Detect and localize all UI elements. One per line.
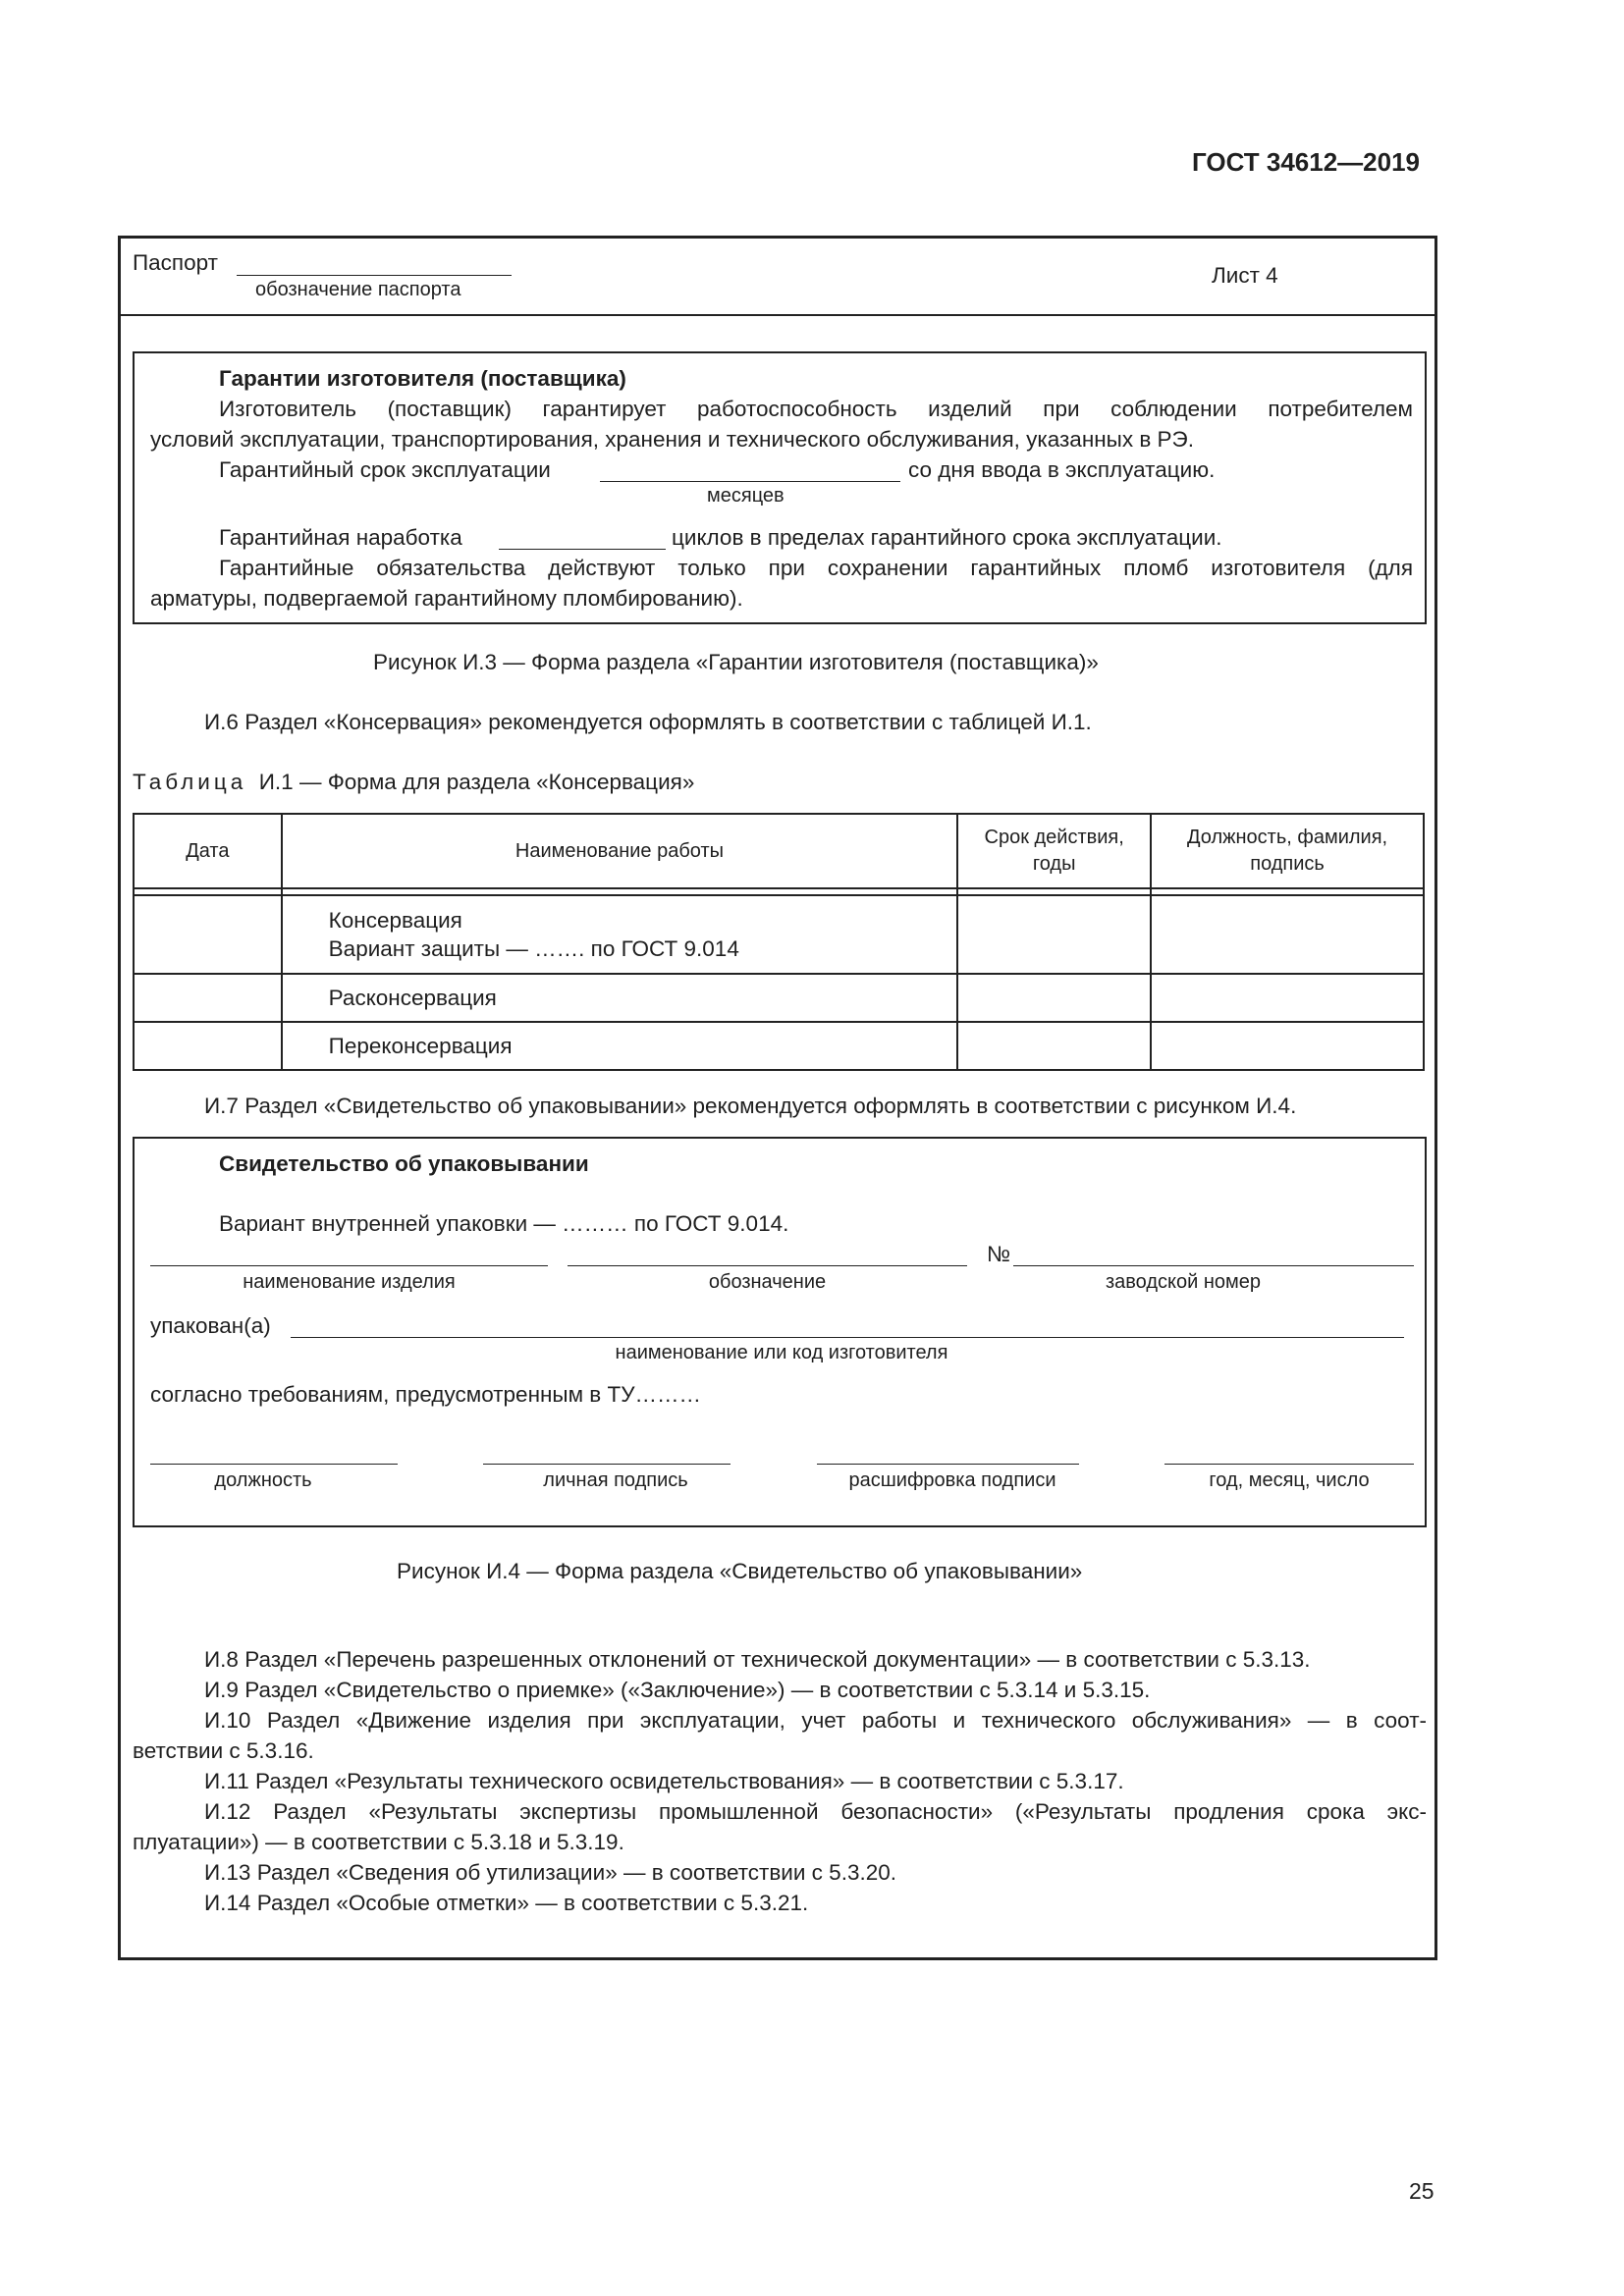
position-blank — [150, 1464, 398, 1465]
signature-cell — [1151, 1022, 1424, 1070]
validity-header-text: Срок действия, годы — [984, 827, 1124, 875]
passport-label: Паспорт — [133, 250, 218, 275]
section-i13: И.13 Раздел «Сведения об утилизации» — в соответствии с 5.3.20. — [204, 1860, 896, 1885]
table-row — [134, 895, 1424, 974]
warranty-paragraph-3-line-1: Гарантийные обязательства действуют только при сохранении гарантийных пломб изготовителя (для — [219, 556, 1413, 580]
date-cell — [134, 895, 282, 974]
column-header-date: Дата — [134, 814, 282, 888]
table-caption-text: И.1 — Форма для раздела «Консервация» — [258, 770, 695, 794]
table-row — [134, 974, 1424, 1022]
item-name-caption: наименование изделия — [243, 1271, 456, 1293]
signature-cell — [1151, 895, 1424, 974]
section-i11: И.11 Раздел «Результаты технического освидетельствования» — в соответствии с 5.3.17. — [204, 1769, 1124, 1793]
warranty-runtime-label: Гарантийная наработка — [219, 525, 462, 550]
signature-decryption-blank — [817, 1464, 1079, 1465]
section-i12-line-2: плуатации») — в соответствии с 5.3.18 и 5.3.19. — [133, 1830, 624, 1854]
work-cell: Расконсервация — [282, 974, 958, 1022]
warranty-term-label: Гарантийный срок эксплуатации — [219, 457, 551, 482]
manufacturer-caption: наименование или код изготовителя — [615, 1342, 948, 1363]
sheet-number: Лист 4 — [1212, 263, 1278, 288]
warranty-paragraph-1-line-2: условий эксплуатации, транспортирования, хранения и технического обслуживания, указанных в РЭ. — [150, 427, 1194, 452]
preservation-table — [133, 813, 1425, 1071]
column-header-signature — [1151, 814, 1424, 888]
work-cell — [282, 895, 958, 974]
validity-cell — [957, 895, 1151, 974]
section-i14: И.14 Раздел «Особые отметки» — в соответствии с 5.3.21. — [204, 1891, 809, 1915]
validity-cell — [957, 1022, 1151, 1070]
warranty-term-blank — [600, 481, 900, 482]
number-sign: № — [987, 1242, 1011, 1266]
paragraph-i6: И.6 Раздел «Консервация» рекомендуется оформлять в соответствии с таблицей И.1. — [204, 710, 1092, 734]
figure-3-caption: Рисунок И.3 — Форма раздела «Гарантии изготовителя (поставщика)» — [373, 650, 1099, 674]
table-i1-caption — [133, 769, 694, 796]
warranty-runtime-suffix: циклов в пределах гарантийного срока эксплуатации. — [672, 525, 1222, 550]
frame-header-divider — [118, 314, 1437, 316]
signature-header-text: Должность, фамилия, подпись — [1187, 827, 1388, 875]
figure-4-caption: Рисунок И.4 — Форма раздела «Свидетельство об упаковывании» — [397, 1559, 1083, 1583]
column-header-validity — [957, 814, 1151, 888]
packing-title: Свидетельство об упаковывании — [219, 1151, 589, 1176]
item-name-blank — [150, 1265, 548, 1266]
column-header-work-name: Наименование работы — [282, 814, 958, 888]
warranty-paragraph-3-line-2: арматуры, подвергаемой гарантийному пломбированию). — [150, 586, 743, 611]
serial-number-caption: заводской номер — [1105, 1271, 1262, 1293]
signature-blank — [483, 1464, 731, 1465]
section-i10-line-1: И.10 Раздел «Движение изделия при эксплуатации, учет работы и технического обслуживания» — в соот- — [204, 1708, 1427, 1733]
validity-cell — [957, 974, 1151, 1022]
work-cell: Переконсервация — [282, 1022, 958, 1070]
date-caption: год, месяц, число — [1209, 1469, 1370, 1491]
warranty-title: Гарантии изготовителя (поставщика) — [219, 366, 626, 391]
table-row — [134, 1022, 1424, 1070]
packing-variant: Вариант внутренней упаковки — ……… по ГОСТ 9.014. — [219, 1211, 789, 1236]
signature-caption: личная подпись — [543, 1469, 688, 1491]
warranty-term-caption: месяцев — [707, 485, 785, 507]
designation-blank — [568, 1265, 967, 1266]
date-cell — [134, 974, 282, 1022]
warranty-runtime-blank — [499, 549, 666, 550]
signature-cell — [1151, 974, 1424, 1022]
table-caption-word: Таблица — [133, 770, 247, 794]
header-double-rule — [134, 888, 1424, 895]
manufacturer-blank — [291, 1337, 1404, 1338]
standard-designation: ГОСТ 34612—2019 — [1192, 147, 1420, 177]
date-blank — [1164, 1464, 1414, 1465]
designation-caption: обозначение — [708, 1271, 827, 1293]
position-caption: должность — [214, 1469, 312, 1491]
page-number: 25 — [1409, 2178, 1435, 2204]
serial-number-blank — [1013, 1265, 1414, 1266]
passport-designation-line — [237, 275, 512, 276]
warranty-paragraph-1-line-1: Изготовитель (поставщик) гарантирует работоспособность изделий при соблюдении потребителем — [219, 397, 1413, 421]
work-conservation: Консервация — [328, 907, 462, 933]
section-i9: И.9 Раздел «Свидетельство о приемке» («Заключение») — в соответствии с 5.3.14 и 5.3.15. — [204, 1678, 1151, 1702]
section-i12-line-1: И.12 Раздел «Результаты экспертизы промышленной безопасности» («Результаты продления срока экс- — [204, 1799, 1427, 1824]
passport-designation-caption: обозначение паспорта — [255, 279, 461, 300]
packed-label: упакован(а) — [150, 1313, 271, 1338]
section-i8: И.8 Раздел «Перечень разрешенных отклонений от технической документации» — в соответствии с 5.3.13. — [204, 1647, 1311, 1672]
per-tu-requirements: согласно требованиям, предусмотренным в ТУ……… — [150, 1382, 702, 1407]
date-cell — [134, 1022, 282, 1070]
work-protection-variant: Вариант защиты — ……. по ГОСТ 9.014 — [328, 936, 739, 961]
signature-decryption-caption: расшифровка подписи — [848, 1469, 1056, 1491]
paragraph-i7: И.7 Раздел «Свидетельство об упаковывании» рекомендуется оформлять в соответствии с рисунком И.4. — [204, 1094, 1297, 1118]
warranty-term-suffix: со дня ввода в эксплуатацию. — [908, 457, 1216, 482]
section-i10-line-2: ветствии с 5.3.16. — [133, 1738, 314, 1763]
